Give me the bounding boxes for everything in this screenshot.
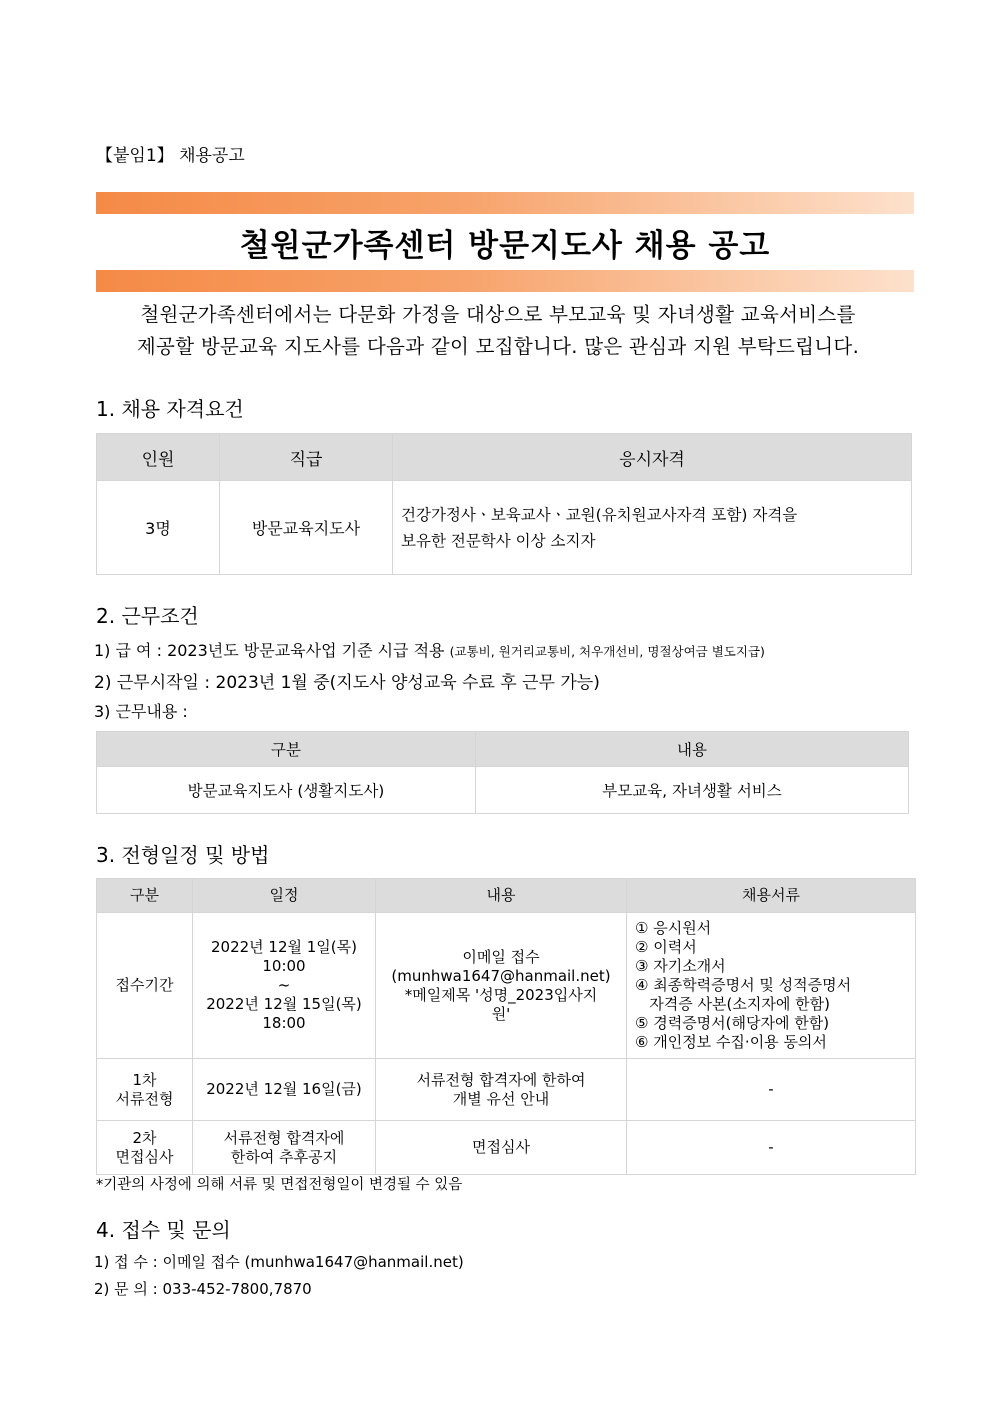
row3-stage xyxy=(97,1121,193,1175)
duties-table xyxy=(96,731,909,814)
work-condition-start: 2) 근무시작일 : 2023년 1월 중(지도사 양성교육 수료 후 근무 가능) xyxy=(94,673,600,693)
document-item: ⑤ 경력증명서(해당자에 한함) xyxy=(635,1014,830,1032)
title-bottom-bar xyxy=(96,270,914,292)
row2-stage-line: 1차 xyxy=(132,1070,157,1089)
row1-method-line: *메일제목 '성명_2023입사지 xyxy=(404,985,598,1004)
row1-schedule-line: 18:00 xyxy=(262,1014,306,1032)
row1-method-line: 이메일 접수 xyxy=(462,947,540,966)
row2-method-line: 서류전형 합격자에 한하여 xyxy=(416,1070,586,1089)
attachment-label: 【붙임1】 채용공고 xyxy=(96,146,245,166)
row1-schedule xyxy=(193,913,376,1059)
row1-method xyxy=(376,913,627,1059)
qualification-line-2: 보유한 전문학사 이상 소지자 xyxy=(401,531,596,550)
title-top-bar xyxy=(96,192,914,214)
contact-phone: 2) 문 의 : 033-452-7800,7870 xyxy=(94,1280,312,1298)
document-item: ② 이력서 xyxy=(635,938,697,956)
row1-method-line: (munhwa1647@hanmail.net) xyxy=(391,966,611,985)
row2-schedule: 2022년 12월 16일(금) xyxy=(193,1059,376,1121)
pay-note: (교통비, 원거리교통비, 처우개선비, 명절상여금 별도지급) xyxy=(449,644,765,659)
cell-role: 방문교육지도사 (생활지도사) xyxy=(97,767,476,814)
schedule-note: *기관의 사정에 의해 서류 및 면접전형일이 변경될 수 있음 xyxy=(96,1177,463,1193)
row1-schedule-line: 10:00 xyxy=(262,957,306,975)
work-condition-duties: 3) 근무내용 : xyxy=(94,702,188,721)
row3-documents: - xyxy=(627,1121,916,1175)
document-item: ③ 자기소개서 xyxy=(635,957,726,975)
row3-method: 면접심사 xyxy=(376,1121,627,1175)
cell-duties: 부모교육, 자녀생활 서비스 xyxy=(476,767,909,814)
page-title: 철원군가족센터 방문지도사 채용 공고 xyxy=(239,228,771,264)
row3-schedule-line: 한하여 추후공지 xyxy=(230,1147,338,1166)
row1-stage: 접수기간 xyxy=(97,913,193,1059)
row3-schedule xyxy=(193,1121,376,1175)
row1-schedule-line: 2022년 12월 1일(목) xyxy=(210,938,357,956)
cell-rank: 방문교육지도사 xyxy=(220,481,393,575)
header-documents: 채용서류 xyxy=(627,879,916,913)
work-condition-pay xyxy=(94,638,765,661)
header-schedule: 일정 xyxy=(193,879,376,913)
row2-stage xyxy=(97,1059,193,1121)
header-method: 내용 xyxy=(376,879,627,913)
document-item: ⑥ 개인정보 수집·이용 동의서 xyxy=(635,1033,827,1051)
row1-documents xyxy=(627,913,916,1059)
section2-heading: 2. 근무조건 xyxy=(96,604,199,628)
row2-method xyxy=(376,1059,627,1121)
row1-method-line: 원' xyxy=(491,1004,511,1023)
contact-email: 1) 접 수 : 이메일 접수 (munhwa1647@hanmail.net) xyxy=(94,1253,464,1271)
document-item: ① 응시원서 xyxy=(635,919,712,937)
intro-line-1: 철원군가족센터에서는 다문화 가정을 대상으로 부모교육 및 자녀생활 교육서비스를 xyxy=(140,303,856,326)
document-item: ④ 최종학력증명서 및 성적증명서 xyxy=(635,976,852,994)
qualification-table xyxy=(96,433,912,575)
header-content: 내용 xyxy=(476,732,909,767)
row3-schedule-line: 서류전형 합격자에 xyxy=(223,1128,345,1147)
header-qualification: 응시자격 xyxy=(393,434,912,481)
pay-text: 1) 급 여 : 2023년도 방문교육사업 기준 시급 적용 xyxy=(94,641,445,660)
section1-heading: 1. 채용 자격요건 xyxy=(96,397,244,421)
qualification-line-1: 건강가정사ㆍ보육교사ㆍ교원(유치원교사자격 포함) 자격을 xyxy=(401,505,798,524)
row3-stage-line: 2차 xyxy=(132,1128,157,1147)
row2-method-line: 개별 유선 안내 xyxy=(452,1089,550,1108)
section3-heading: 3. 전형일정 및 방법 xyxy=(96,843,270,867)
header-stage: 구분 xyxy=(97,879,193,913)
header-rank: 직급 xyxy=(220,434,393,481)
intro-line-2: 제공할 방문교육 지도사를 다음과 같이 모집합니다. 많은 관심과 지원 부탁드립니다. xyxy=(136,335,860,358)
row1-schedule-line: ~ xyxy=(277,976,291,994)
header-category: 구분 xyxy=(97,732,476,767)
cell-count: 3명 xyxy=(97,481,220,575)
intro-paragraph xyxy=(98,299,898,363)
document-item: 자격증 사본(소지자에 한함) xyxy=(635,995,830,1013)
row2-documents: - xyxy=(627,1059,916,1121)
section4-heading: 4. 접수 및 문의 xyxy=(96,1218,231,1242)
header-count: 인원 xyxy=(97,434,220,481)
row3-stage-line: 면접심사 xyxy=(115,1147,174,1166)
row2-stage-line: 서류전형 xyxy=(115,1089,174,1108)
cell-qualification xyxy=(393,481,912,575)
row1-schedule-line: 2022년 12월 15일(목) xyxy=(206,995,362,1013)
schedule-table xyxy=(96,878,916,1175)
